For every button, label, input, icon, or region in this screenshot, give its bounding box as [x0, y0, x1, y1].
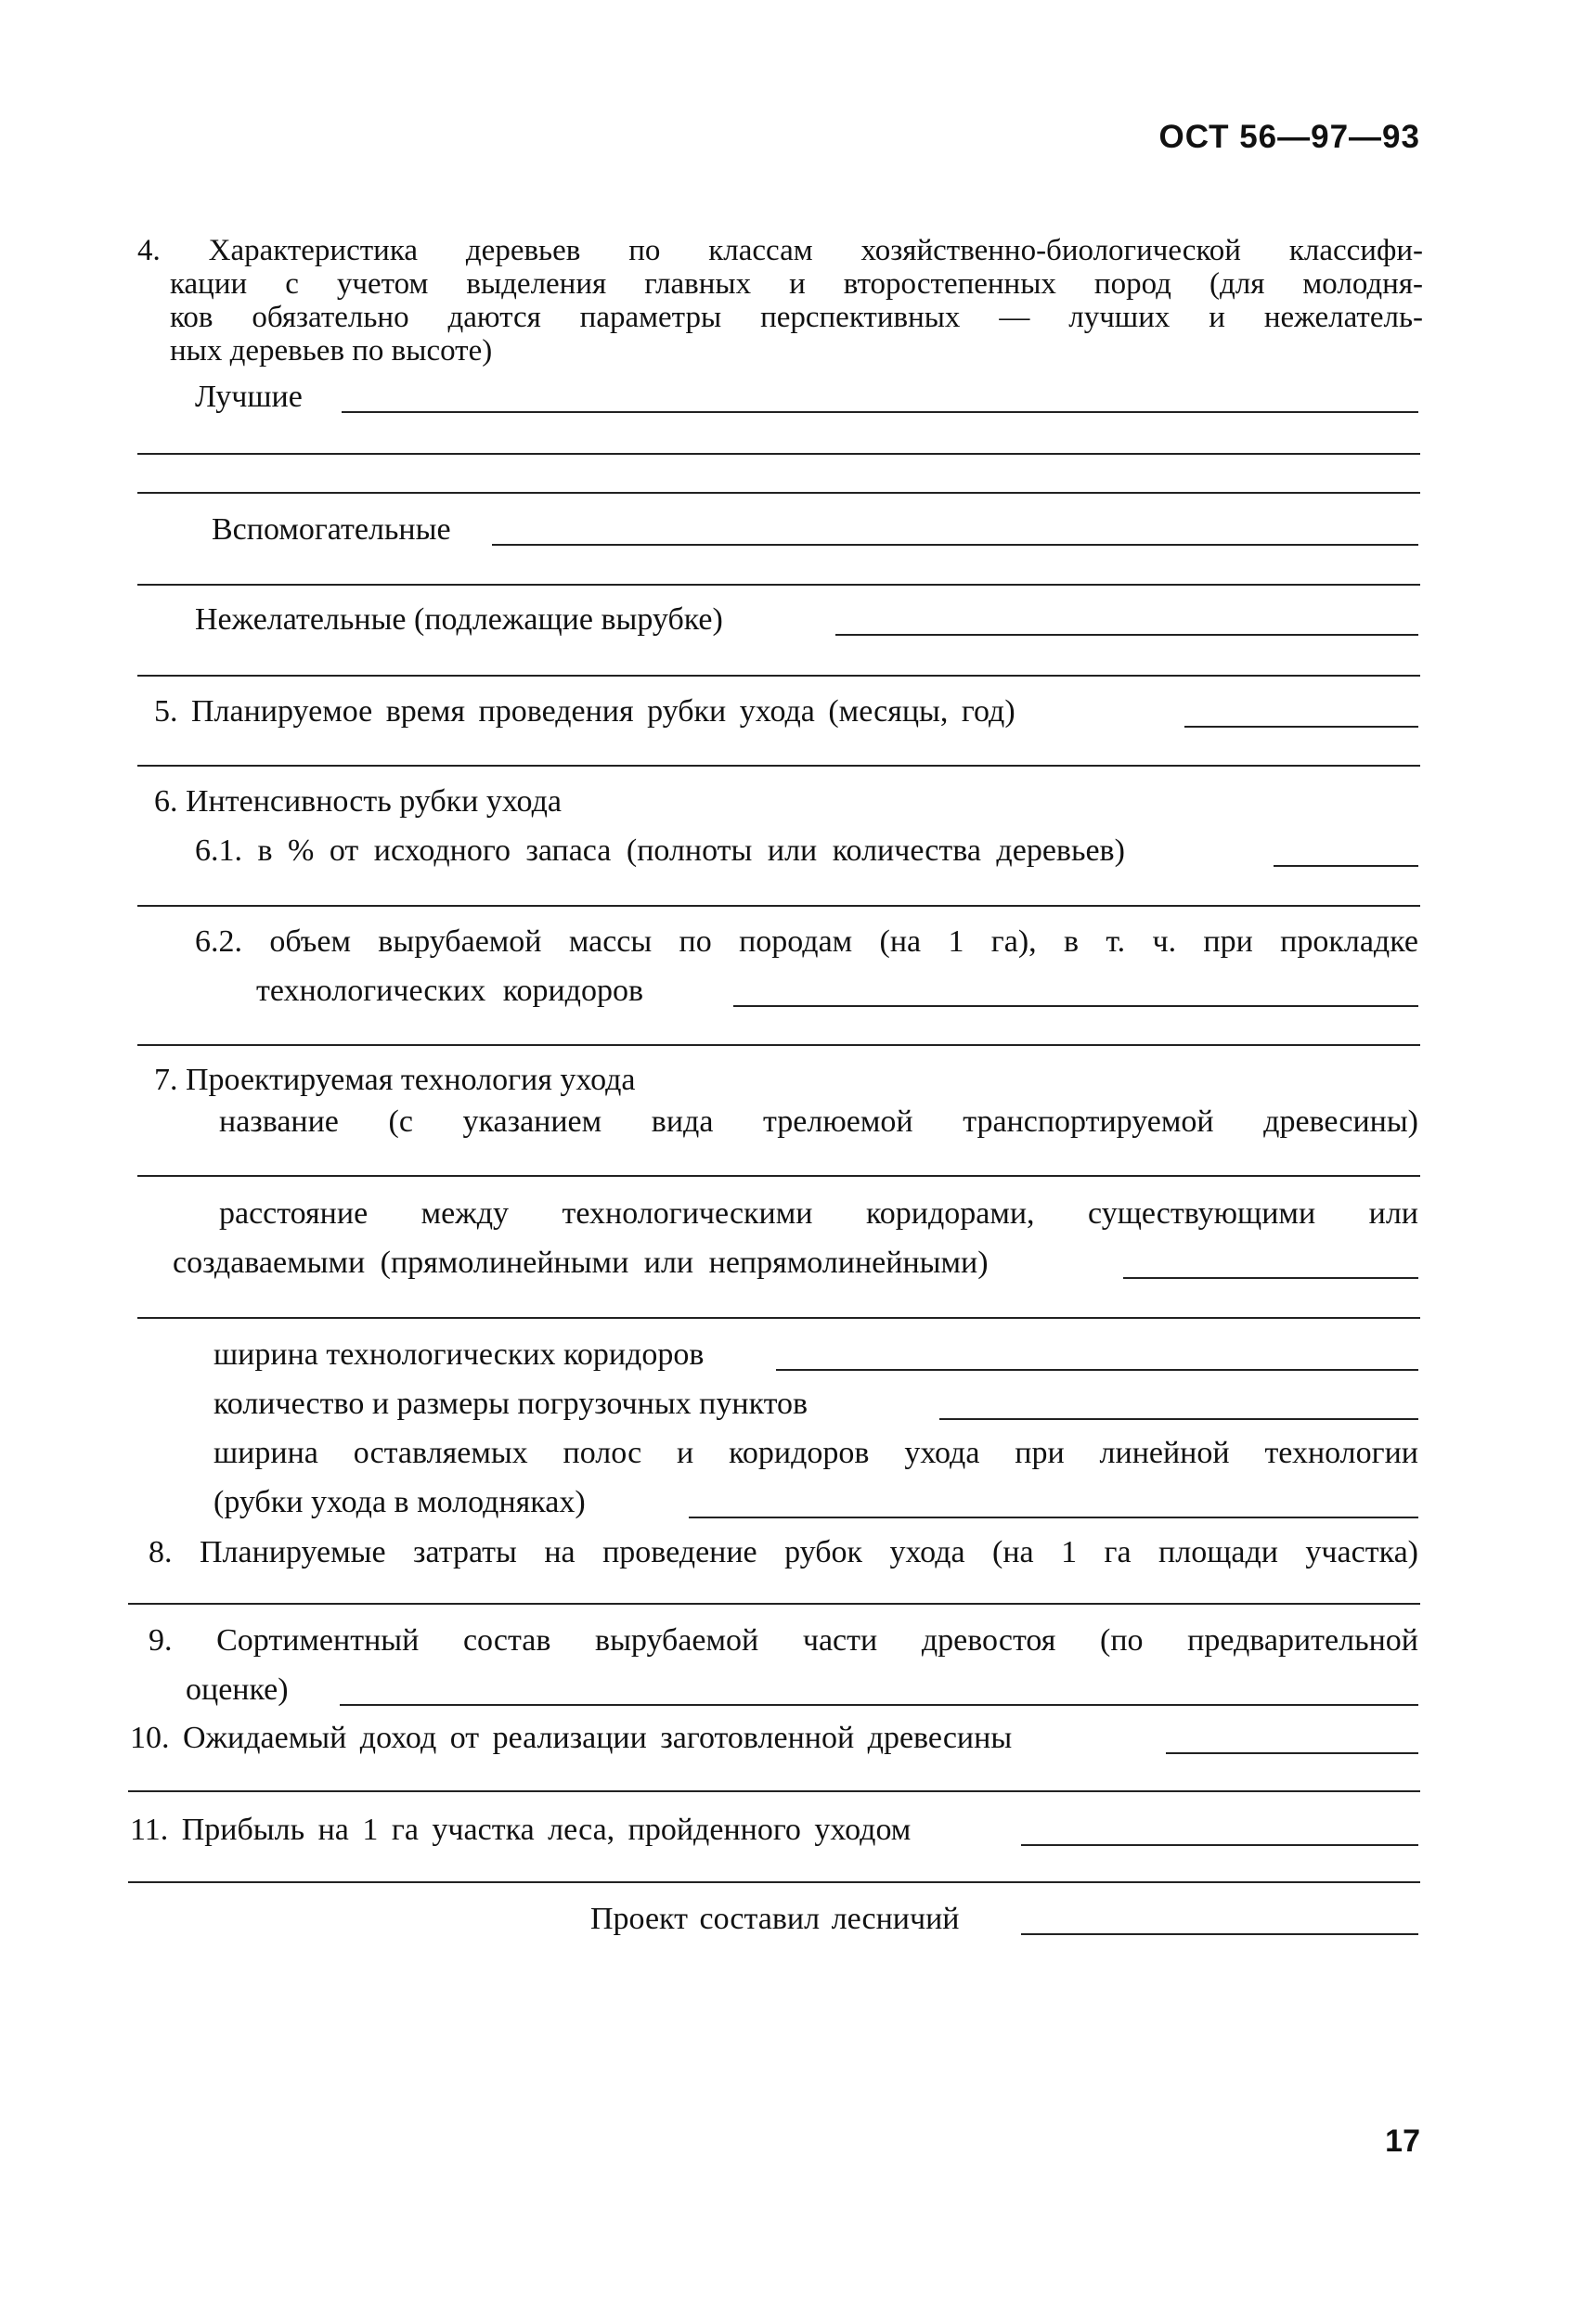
item7-title: 7. Проектируемая технология ухода: [154, 1063, 636, 1097]
page-number: 17: [1385, 2124, 1420, 2159]
item10-field[interactable]: [1166, 1752, 1418, 1754]
aux-trees-field[interactable]: [492, 544, 1418, 546]
item4-text: [137, 234, 1423, 368]
best-trees-field-line[interactable]: [137, 453, 1420, 455]
item11-field-line[interactable]: [128, 1881, 1420, 1883]
item6-2-line1: 6.2. объем вырубаемой массы по породам (на 1 га), в т. ч. при прокладке: [195, 924, 1418, 959]
best-trees-field-line[interactable]: [137, 492, 1420, 494]
item9-field[interactable]: [340, 1704, 1418, 1706]
item5-label: 5. Планируемое время проведения рубки ухода (месяцы, год): [154, 694, 1015, 729]
item6-1-label: 6.1. в % от исходного запаса (полноты или количества деревьев): [195, 833, 1125, 868]
item6-2-field[interactable]: [733, 1005, 1418, 1007]
item11-field[interactable]: [1021, 1844, 1418, 1846]
item6-2-field-line[interactable]: [137, 1044, 1420, 1046]
item7-strips-line2: (рубки ухода в молодняках): [213, 1485, 586, 1519]
item7-strips-line1: ширина оставляемых полос и коридоров ухода при линейной технологии: [213, 1436, 1418, 1470]
item7-name-label: название (с указанием вида трелюемой транспортируемой древесины): [219, 1104, 1418, 1139]
item9-line2: оценке): [186, 1672, 289, 1707]
signature-label: Проект составил лесничий: [590, 1902, 960, 1936]
item7-points-field[interactable]: [939, 1418, 1418, 1420]
best-trees-field[interactable]: [342, 411, 1418, 413]
item7-width-label: ширина технологических коридоров: [213, 1337, 705, 1372]
item10-label: 10. Ожидаемый доход от реализации заготовленной древесины: [130, 1721, 1013, 1755]
item5-field-line[interactable]: [137, 765, 1420, 767]
item4-line: ков обязательно даются параметры перспективных — лучших и нежелатель-: [170, 301, 1423, 334]
best-trees-label: Лучшие: [195, 380, 303, 414]
unwanted-trees-field-line[interactable]: [137, 675, 1420, 677]
item10-field-line[interactable]: [128, 1790, 1420, 1792]
item7-dist-line2: создаваемыми (прямолинейными или непрямолинейными): [173, 1246, 989, 1280]
signature-field[interactable]: [1021, 1933, 1418, 1935]
standard-code: ОСТ 56—97—93: [1158, 119, 1420, 155]
item7-dist-field-line[interactable]: [137, 1317, 1420, 1319]
item4-line: 4. Характеристика деревьев по классам хозяйственно-биологической классифи-: [137, 234, 1423, 267]
item6-2-line2: технологических коридоров: [256, 974, 644, 1008]
item7-width-field[interactable]: [776, 1369, 1418, 1371]
unwanted-trees-field[interactable]: [835, 634, 1418, 636]
item9-line1: 9. Сортиментный состав вырубаемой части древостоя (по предварительной: [149, 1623, 1418, 1658]
aux-trees-label: Вспомогательные: [212, 512, 451, 547]
item8-label: 8. Планируемые затраты на проведение рубок ухода (на 1 га площади участка): [149, 1535, 1418, 1569]
item6-title: 6. Интенсивность рубки ухода: [154, 784, 562, 819]
item7-dist-field[interactable]: [1123, 1277, 1418, 1279]
item7-points-label: количество и размеры погрузочных пунктов: [213, 1387, 808, 1421]
item6-1-field[interactable]: [1274, 865, 1418, 867]
item8-field-line[interactable]: [128, 1603, 1420, 1605]
aux-trees-field-line[interactable]: [137, 584, 1420, 586]
unwanted-trees-label: Нежелательные (подлежащие вырубке): [195, 602, 723, 637]
item7-strips-field[interactable]: [689, 1517, 1418, 1518]
item6-1-field-line[interactable]: [137, 905, 1420, 907]
item5-field[interactable]: [1184, 726, 1418, 728]
item4-line: кации с учетом выделения главных и второстепенных пород (для молодня-: [170, 267, 1423, 301]
item7-name-field-line[interactable]: [137, 1175, 1420, 1177]
item11-label: 11. Прибыль на 1 га участка леса, пройденного уходом: [130, 1813, 912, 1847]
item4-line: ных деревьев по высоте): [170, 334, 493, 368]
item7-dist-line1: расстояние между технологическими коридорами, существующими или: [219, 1196, 1418, 1231]
